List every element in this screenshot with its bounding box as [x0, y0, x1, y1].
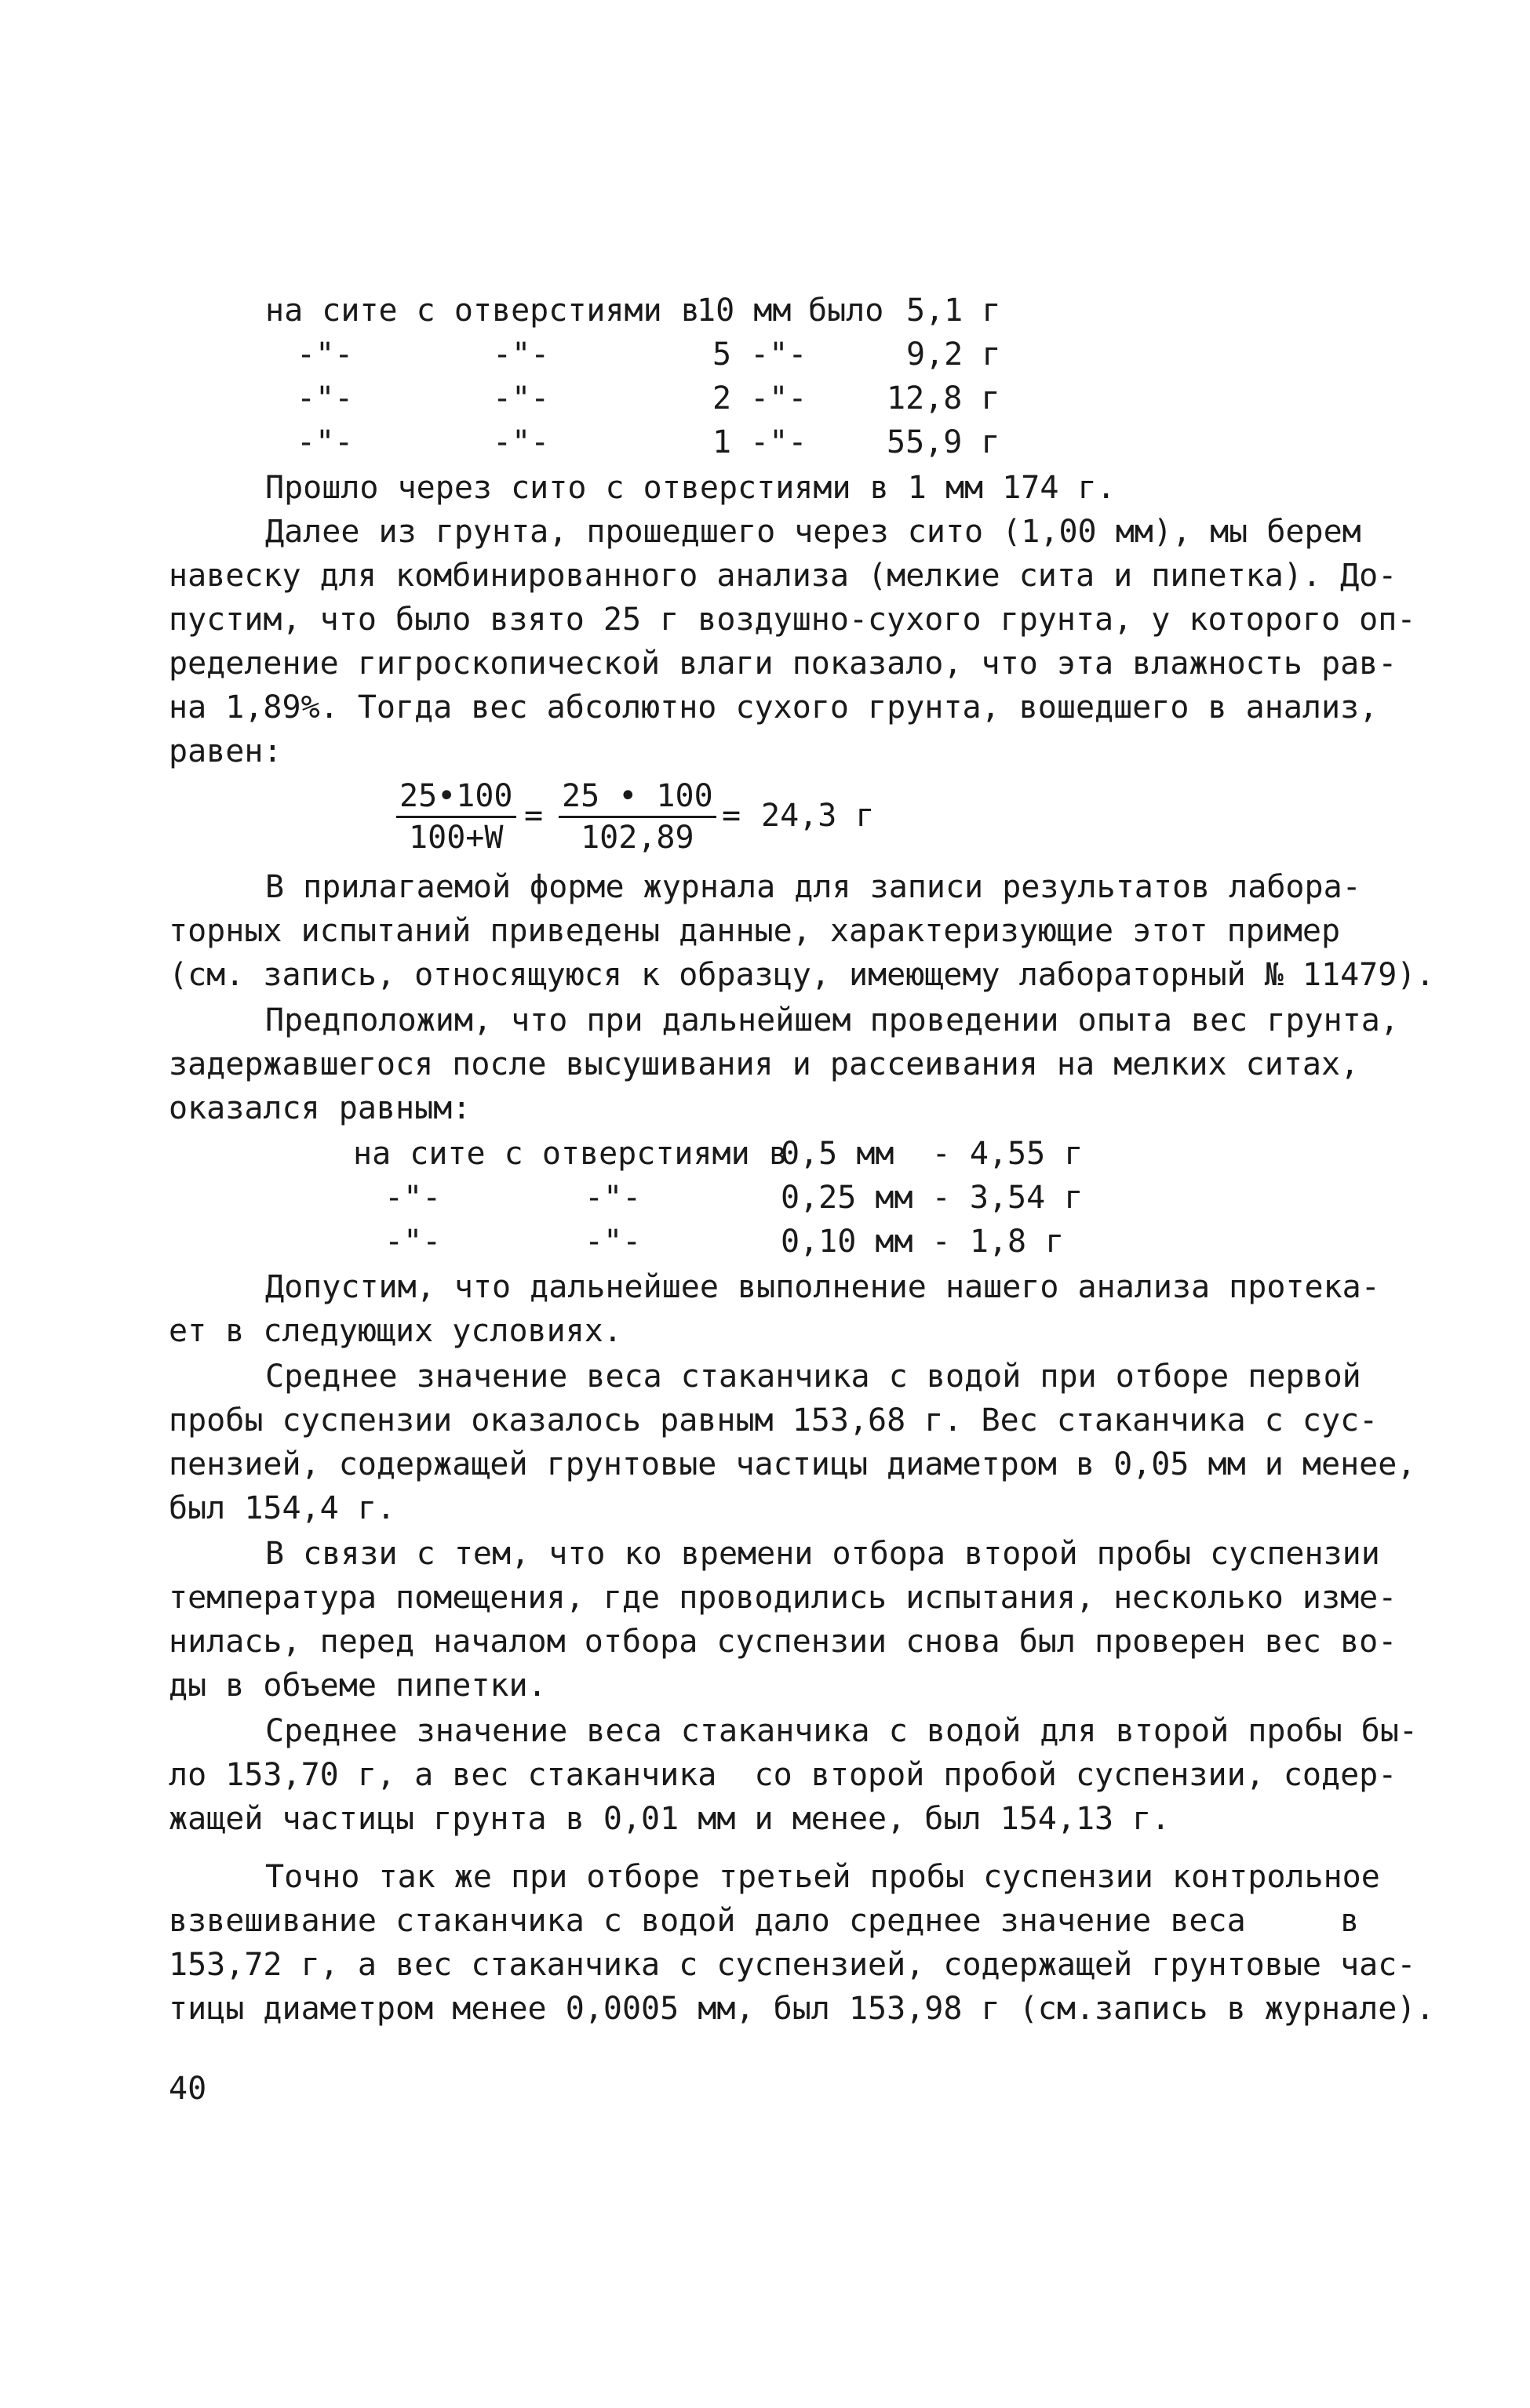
- document-page: на сите с отверстиями в 10 мм было 5,1 г -"- -"- 5 -"- 9,2 г -"- -"- 2 -"- 12,8 г -"- -"- 1 -"- 55,9 г Прошло через сито с отверстиями в 1 мм 174 г. Далее из грунта, прошедшего через сито (1,00 мм), мы берем навеску для комбинированного анализа (мелкие сита и пипетка). До- пустим, что было взято 25 г воздушно-сухого грунта, у которого оп- ределение гигроскопической влаги показало, что эта влажность рав- на 1,89%. Тогда вес абсолютно сухого грунта, вошедшего в анализ, равен: $\frac{25•100}{100+W}$ = $\frac{25 • 100}{102,89}$ = 24,3 г В прилагаемой форме журнала для записи результатов лабора- торных испытаний приведены данные, характеризующие этот пример (см. запись, относящуюся к образцу, имеющему лабораторный № 11479). Предположим, что при дальнейшем проведении опыта вес грунта, задержавшегося после высушивания и рассеивания на мелких ситах, оказался равным: на сите с отверстиями в 0,5 мм - 4,55 г -"- -"- 0,25 мм - 3,54 г -"- -"- 0,10 мм - 1,8 г Допустим, что дальнейшее выполнение нашего анализа протека- ет в следующих условиях. Среднее значение веса стаканчика с водой при отборе первой пробы суспензии оказалось равным 153,68 г. Вес стаканчика с сус- пензией, содержащей грунтовые частицы диаметром в 0,05 мм и менее, был 154,4 г. В связи с тем, что ко времени отбора второй пробы суспензии температура помещения, где проводились испытания, несколько изме- нилась, перед началом отбора суспензии снова был проверен вес во- ды в объеме пипетки. Среднее значение веса стаканчика с водой для второй пробы бы- ло 153,70 г, а вес стаканчика со второй пробой суспензии, содер- жащей частицы грунта в 0,01 мм и менее, был 154,13 г. Точно так же при отборе третьей пробы суспензии контрольное взвешивание стаканчика с водой дало среднее значение веса в 153,72 г, а вес стаканчика с суспензией, содержащей грунтовые час- тицы диаметром менее 0,0005 мм, был 153,98 г (см.запись в журнале). 40: [0, 0, 1530, 2408]
- fraction-2: $\frac{25 • 100}{102,89}$: [559, 777, 716, 857]
- sieve-row: -"- -"- 1 -"- 55,9 г: [297, 424, 1000, 460]
- sieve-row: -"- -"- 0,25 мм - 3,54 г: [384, 1180, 1084, 1216]
- dry-weight-formula: $\frac{25•100}{100+W}$ = $\frac{25 • 100}{102,89}$ = 24,3 г: [0, 777, 1530, 863]
- sieve-row: на сите с отверстиями в 10 мм было 5,1 г: [265, 293, 1001, 329]
- sieve-row: на сите с отверстиями в 0,5 мм - 4,55 г: [353, 1136, 1084, 1172]
- sieve-row: -"- -"- 2 -"- 12,8 г: [297, 380, 1000, 416]
- sieve-row: -"- -"- 0,10 мм - 1,8 г: [384, 1224, 1065, 1260]
- fraction-1: $\frac{25•100}{100+W}$: [396, 777, 516, 857]
- page-number: 40: [169, 2071, 207, 2107]
- passed-line: Прошло через сито с отверстиями в 1 мм 174 г.: [265, 470, 1116, 506]
- sieve-row: -"- -"- 5 -"- 9,2 г: [297, 336, 1001, 373]
